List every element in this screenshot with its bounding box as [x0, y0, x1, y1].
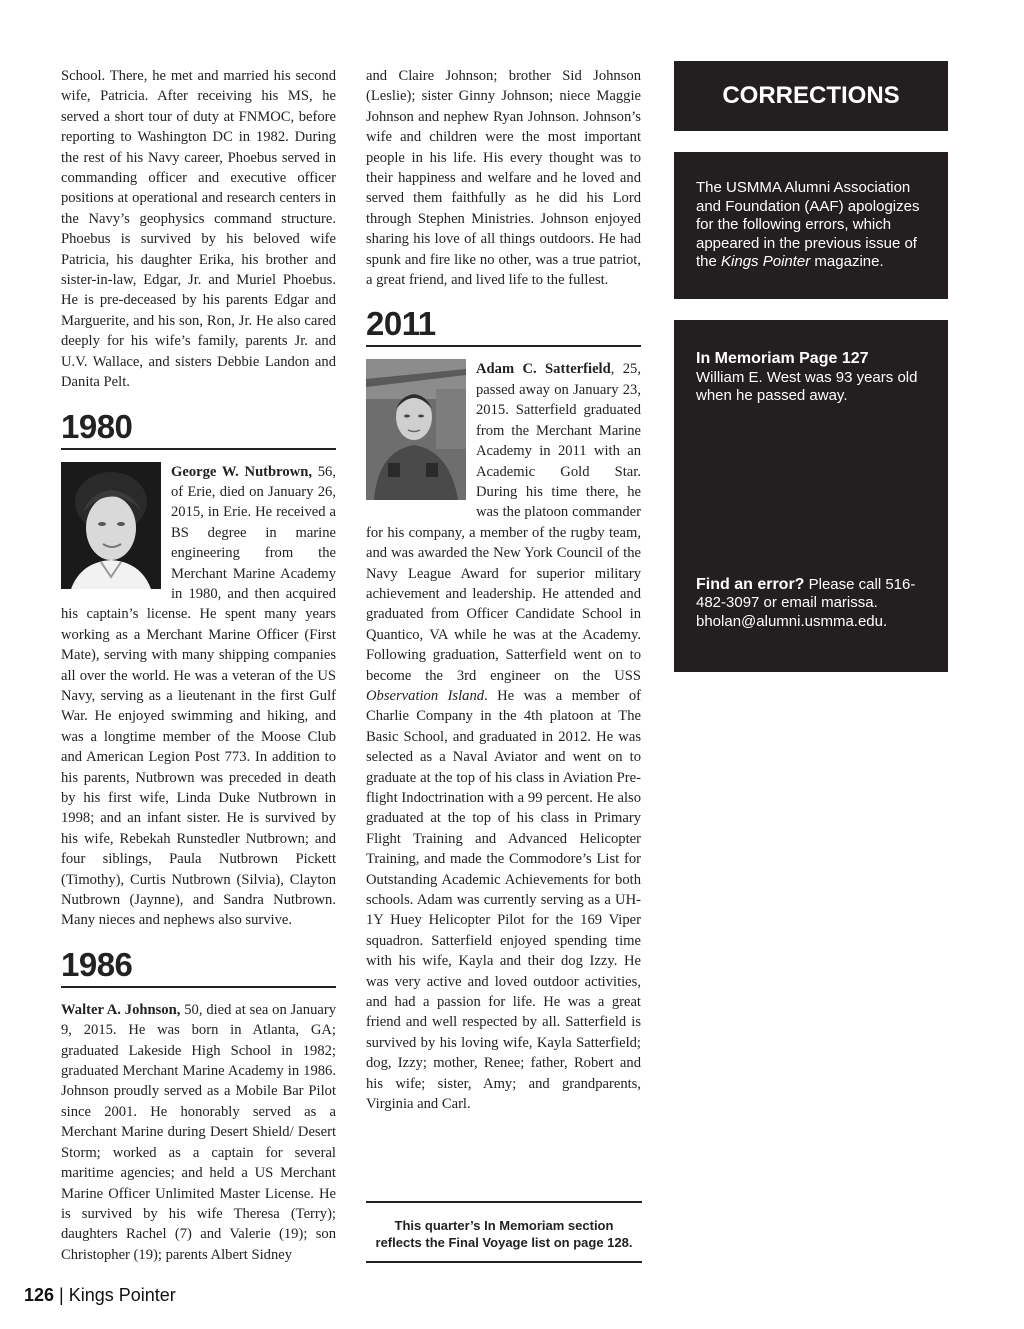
magazine-name: Kings Pointer [68, 1285, 176, 1305]
satterfield-obituary [366, 359, 641, 1114]
note-line-2: reflects the Final Voyage list on page 128. [375, 1235, 633, 1250]
in-memoriam-note [366, 1201, 642, 1263]
nutbrown-name: George W. Nutbrown, [171, 463, 312, 480]
satterfield-name: Adam C. Satterfield [476, 361, 611, 378]
johnson-text: 50, died at sea on January 9, 2015. He was born in Atlanta, GA; graduated Lakeside High School in 1982; graduated Merchant Marine Academy in 1986. Johnson proudly served as a Mobile Bar Pilot since 2001. He honorably served as a Merchant Marine during Desert Shield/ Desert Storm; worked as a captain for several maritime agencies; and held a US Merchant Marine Officer Unlimited Master License. He is survived by his wife Theresa (Terry); daughters Rachel (7) and Valerie (19); son Christopher (19); parents Albert Sidney [61, 1001, 336, 1263]
satterfield-text-b: . He was a member of Charlie Company in the 4th platoon at The Basic School, and graduated in 2012. He was selected as a Naval Aviator and went on to graduate at the top of his class in Aviation Pre-flight Indoctrination with a 99 percent. He also graduated at the top of his class in Primary Flight Training and Advanced Helicopter Training, and made the Commodore’s List for Outstanding Academic Achievements for both schools. Adam was currently serving as a UH-1Y Huey Helicopter Pilot for the 169 Viper squadron. Satterfield enjoyed spending time with his wife, Kayla and their dog Izzy. He was very active and loved outdoor activities, and had a passion for life. He was a great friend and well respected by all. Satterfield is survived by his loving wife, Kayla Satterfield; dog, Izzy; mother, Renee; father, Robert and his wife; sister, Amy; and grandparents, Virginia and Carl. [366, 687, 641, 1113]
phoebus-obituary-continued: School. There, he met and married his second wife, Patricia. After receiving his MS, he served a short tour of duty at FNMOC, before reporting to Washington DC in 1982. During the rest of his Navy career, Phoebus served in commanding officer and executive officer positions at operational and research centers in the Navy’s geophysics command structure. Phoebus is survived by his beloved wife Patricia, his daughter Erika, his brother and sister-in-law, Edgar, Jr. and Muriel Phoebus. He is pre-deceased by his parents Edgar and Marguerite, and his son, Ron, Jr. He also cared deeply for his wife’s family, parents Jr. and U.V. Wallace, and sisters Debbie Landon and Danita Pelt. [61, 68, 336, 391]
johnson-name: Walter A. Johnson, [61, 1001, 181, 1018]
nutbrown-text: 56, of Erie, died on January 26, 2015, in Erie. He received a BS degree in marine engineering from the Merchant Marine Academy in 1980, and then acquired his captain’s license. He spent many years working as a Merchant Marine Officer (First Mate), serving with many shipping companies all over the world. He was a veteran of the US Navy, serving as a lieutenant in the first Gulf War. He enjoyed swimming and hiking, and was a longtime member of the Moose Club and American Legion Post 773. In addition to his parents, Nutbrown was preceded in death by his first wife, Linda Duke Nutbrown in 1998; and an infant sister. He is survived by his wife, Rebekah Runstedler Nutbrown; and four siblings, Paula Nutbrown Pickett (Timothy), Curtis Nutbrown (Silvia), Clayton Nutbrown (Jaynne), and Sandra Nutbrown. Many nieces and nephews also survive. [61, 463, 336, 929]
year-heading-1980: 1980 [61, 407, 336, 450]
year-heading-1986: 1986 [61, 945, 336, 988]
correction-item-heading: In Memoriam Page 127 [696, 350, 869, 367]
corrections-heading-box [674, 61, 948, 131]
corrections-intro-b: magazine. [810, 253, 884, 271]
satterfield-text-a: , 25, passed away on January 23, 2015. Satterfield graduated from the Merchant Marine Academy in 2011 with an Academic Gold Star. During his time there, he was the platoon commander for his company, a member of the rugby team, and was awarded the New York Council of the Navy League Award for superior military achievement and leadership. He attended and graduated from Officer Candidate School in Quantico, VA while he was at the Academy. Following graduation, Satterfield went on to become the 3rd engineer on the USS [366, 361, 641, 684]
find-error-block [696, 576, 926, 632]
page-footer [24, 1285, 176, 1306]
find-error-text: Please call 516-482-3097 or email marissa. bholan@alumni.usmma.edu. [696, 575, 916, 630]
article-column-left [61, 66, 336, 1265]
johnson-obituary [61, 1000, 336, 1265]
footer-separator: | [54, 1285, 69, 1305]
corrections-details-box [674, 320, 948, 672]
ship-name: Observation Island [366, 687, 485, 704]
magazine-title: Kings Pointer [721, 253, 811, 271]
johnson-obituary-continued: and Claire Johnson; brother Sid Johnson (Leslie); sister Ginny Johnson; niece Maggie Johnson and nephew Ryan Johnson. Johnson’s wife and children were the most important people in his life. His every thought was to their happiness and welfare and he loved and served them faithfully as he did his Lord through Stephen Ministries. Johnson enjoyed sharing his love of all things outdoors. He had spunk and fire like no other, was a true patriot, a great friend, and lived life to the fullest. [366, 68, 641, 289]
article-column-middle [366, 66, 641, 1115]
corrections-heading: CORRECTIONS [722, 82, 900, 109]
year-heading-2011: 2011 [366, 304, 641, 347]
corrections-intro-box [674, 152, 948, 299]
page-number: 126 [24, 1285, 55, 1305]
nutbrown-portrait-photo [61, 462, 161, 589]
find-error-heading: Find an error? [696, 575, 805, 593]
correction-item-text: William E. West was 93 years old when he passed away. [696, 368, 918, 405]
corrections-intro-a: The USMMA Alumni Association and Foundation (AAF) apologizes for the following errors, which appeared in the previous issue of the [696, 179, 920, 271]
satterfield-portrait-photo [366, 359, 466, 500]
note-line-1: This quarter’s In Memoriam section [394, 1218, 614, 1233]
nutbrown-obituary [61, 462, 336, 931]
